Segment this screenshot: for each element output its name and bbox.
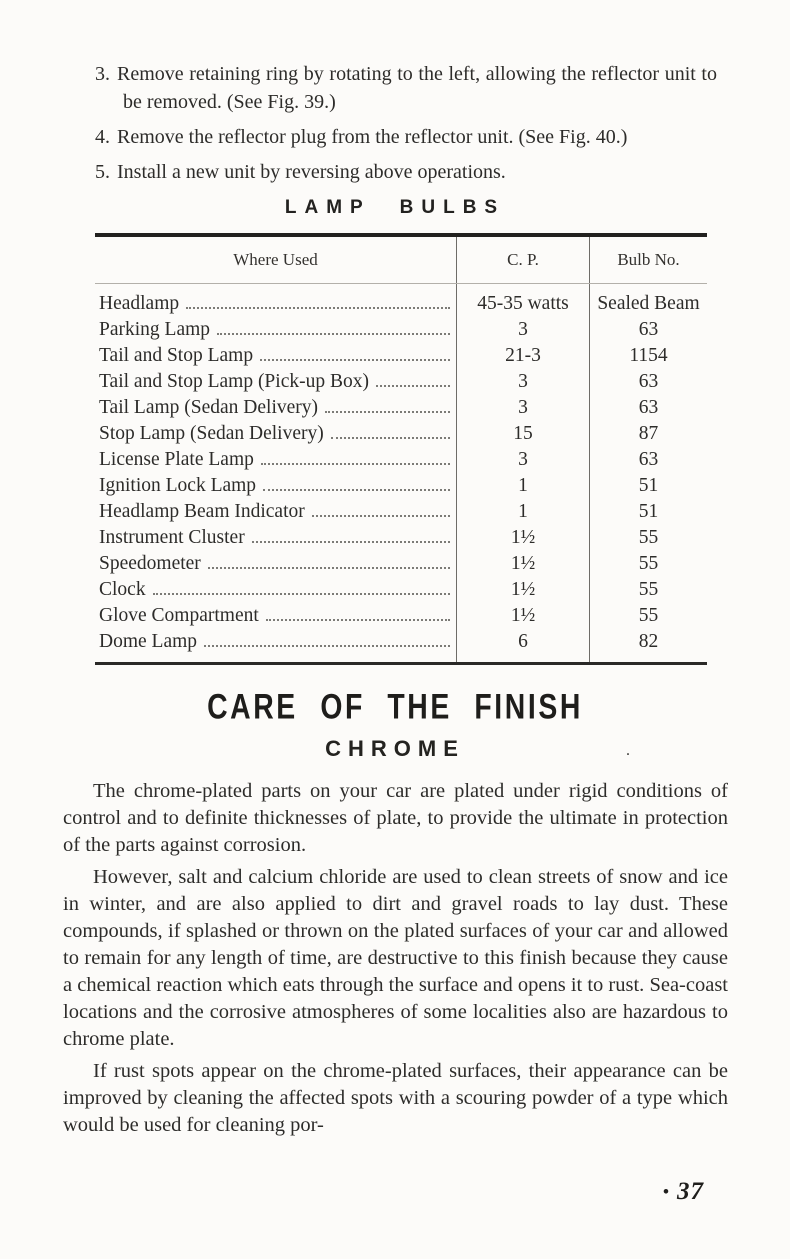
table-title: LAMP BULBS (284, 197, 506, 218)
table-row (95, 420, 707, 446)
table-row (95, 602, 707, 628)
dot-leader (266, 619, 450, 621)
table-row (95, 394, 707, 420)
row-cp: 3 (456, 394, 589, 420)
row-cp: 3 (456, 368, 589, 394)
list-item-number: 5. (95, 161, 110, 183)
row-cp: 1½ (456, 602, 589, 628)
row-cp: 3 (456, 316, 589, 342)
row-cp: 3 (456, 446, 589, 472)
row-bulb-no: 55 (589, 524, 707, 550)
row-bulb-no: 87 (589, 420, 707, 446)
row-label: Tail and Stop Lamp (99, 345, 254, 366)
list-item (95, 123, 717, 151)
table-row (95, 368, 707, 394)
row-label: Headlamp (99, 293, 180, 314)
table-row (95, 290, 707, 316)
row-bulb-no: 63 (589, 368, 707, 394)
row-label: Parking Lamp (99, 319, 211, 340)
row-label: Speedometer (99, 553, 201, 574)
row-bulb-no: 55 (589, 550, 707, 576)
row-cp: 1½ (456, 524, 589, 550)
table-row (95, 628, 707, 654)
row-label: Ignition Lock Lamp (99, 475, 257, 496)
table-row (95, 446, 707, 472)
row-cp: 1½ (456, 550, 589, 576)
dot-leader (325, 411, 450, 413)
row-bulb-no: 55 (589, 602, 707, 628)
dot-leader (208, 567, 450, 569)
row-bulb-no: 55 (589, 576, 707, 602)
dot-leader (217, 333, 450, 335)
sub-heading-chrome: CHROME (325, 736, 465, 761)
paragraph: However, salt and calcium chloride are used to clean streets of snow and ice in winter, and are also applied to dirt and gravel roads to lay dust. These compounds, if splashed or thrown on the plated surfaces of your car and allowed to remain for any length of time, are destructive to this finish because they cause a chemical reaction which eats through the surface and opens it to rust. Sea-coast locations and the corrosive atmospheres of some localities also are hazardous to chrome plate. (63, 866, 728, 1050)
table-row (95, 342, 707, 368)
table-header-row (95, 237, 707, 284)
row-cp: 1½ (456, 576, 589, 602)
print-artifact-dot: . (626, 742, 630, 759)
row-label: License Plate Lamp (99, 449, 254, 470)
page-number-bullet: • (663, 1182, 670, 1201)
paragraph: The chrome-plated parts on your car are plated under rigid conditions of control and to definite thicknesses of plate, to provide the ultimate in protection of the parts against corrosion. (63, 780, 728, 856)
table-spacer (95, 654, 707, 662)
row-bulb-no: 63 (589, 316, 707, 342)
list-item-text: Install a new unit by reversing above operations. (117, 161, 506, 183)
row-label: Clock (99, 579, 146, 600)
list-item (95, 60, 717, 116)
column-header-bulb-no: Bulb No. (589, 237, 707, 283)
column-header-where-used: Where Used (233, 250, 318, 269)
dot-leader (260, 359, 450, 361)
row-label: Instrument Cluster (99, 527, 245, 548)
table-row (95, 550, 707, 576)
row-label: Tail and Stop Lamp (Pick-up Box) (99, 371, 369, 392)
dot-leader (331, 437, 450, 439)
dot-leader (204, 645, 450, 647)
dot-leader (376, 385, 450, 387)
list-item-number: 4. (95, 126, 110, 148)
column-header-cp: C. P. (456, 237, 589, 283)
row-bulb-no: Sealed Beam (589, 290, 707, 316)
body-text (63, 778, 728, 1144)
dot-leader (312, 515, 450, 517)
row-label: Glove Compartment (99, 605, 259, 626)
lamp-bulbs-table (95, 233, 707, 665)
row-bulb-no: 63 (589, 446, 707, 472)
row-cp: 1 (456, 472, 589, 498)
table-row (95, 498, 707, 524)
instruction-list (95, 60, 717, 193)
list-item-text: Remove retaining ring by rotating to the left, allowing the reflector unit to be removed. (See Fig. 39.) (117, 63, 717, 113)
row-bulb-no: 82 (589, 628, 707, 654)
row-cp: 45-35 watts (456, 290, 589, 316)
table-row (95, 472, 707, 498)
page-number-value: 37 (677, 1178, 704, 1205)
row-bulb-no: 51 (589, 472, 707, 498)
row-label: Headlamp Beam Indicator (99, 501, 305, 522)
dot-leader (186, 307, 450, 309)
row-bulb-no: 51 (589, 498, 707, 524)
list-item-text: Remove the reflector plug from the reflector unit. (See Fig. 40.) (117, 126, 628, 148)
row-cp: 21-3 (456, 342, 589, 368)
dot-leader (261, 463, 450, 465)
dot-leader (153, 593, 450, 595)
row-label: Dome Lamp (99, 631, 198, 652)
row-cp: 1 (456, 498, 589, 524)
list-item (95, 158, 717, 186)
row-cp: 6 (456, 628, 589, 654)
row-bulb-no: 1154 (589, 342, 707, 368)
table-row (95, 524, 707, 550)
row-label: Stop Lamp (Sedan Delivery) (99, 423, 324, 444)
section-heading: CARE OF THE FINISH (207, 686, 583, 726)
table-row (95, 576, 707, 602)
row-cp: 15 (456, 420, 589, 446)
dot-leader (252, 541, 450, 543)
row-bulb-no: 63 (589, 394, 707, 420)
list-item-number: 3. (95, 63, 110, 85)
paragraph: If rust spots appear on the chrome-plated surfaces, their appearance can be improved by cleaning the affected spots with a scouring powder of a type which would be used for cleaning por- (63, 1060, 728, 1136)
table-row (95, 316, 707, 342)
row-label: Tail Lamp (Sedan Delivery) (99, 397, 319, 418)
page-number (663, 1178, 704, 1206)
dot-leader (263, 489, 450, 491)
